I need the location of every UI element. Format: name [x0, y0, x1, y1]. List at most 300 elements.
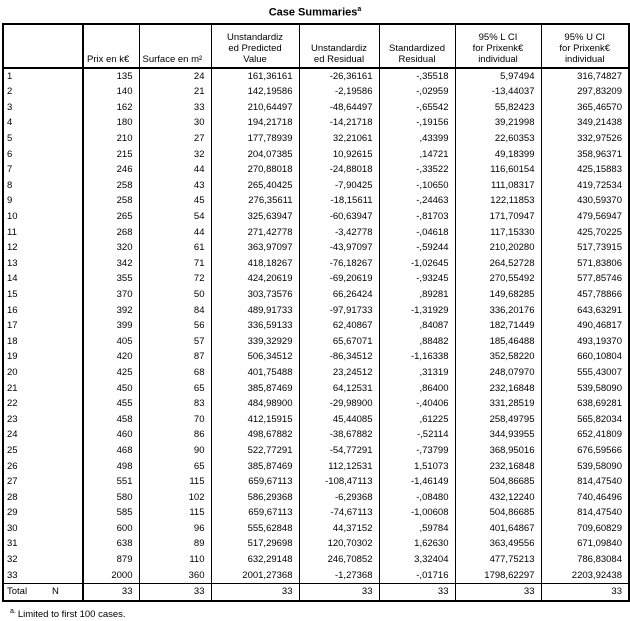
table-row: [3, 209, 629, 225]
value-cell: 21: [139, 84, 211, 100]
value-cell: 344,93955: [455, 427, 541, 443]
value-cell: -,81703: [379, 209, 455, 225]
row-label-cell: 30: [3, 521, 83, 537]
value-cell: -,10650: [379, 178, 455, 194]
value-cell: 457,78866: [541, 287, 629, 303]
value-cell: -,73799: [379, 443, 455, 459]
value-cell: 320: [83, 240, 139, 256]
value-cell: 303,73576: [211, 287, 299, 303]
value-cell: 30: [139, 115, 211, 131]
value-cell: 814,47540: [541, 474, 629, 490]
value-cell: 27: [139, 131, 211, 147]
value-cell: -7,90425: [299, 178, 379, 194]
column-header-line: Residual: [398, 53, 436, 65]
value-cell: 676,59566: [541, 443, 629, 459]
value-cell: 89: [139, 536, 211, 552]
value-cell: 162: [83, 100, 139, 116]
value-cell: -48,64497: [299, 100, 379, 116]
value-cell: 10,92615: [299, 147, 379, 163]
value-cell: 786,83084: [541, 552, 629, 568]
column-header-line: ed Predicted: [228, 42, 282, 54]
table-row: [3, 131, 629, 147]
value-cell: 363,49556: [455, 536, 541, 552]
row-label-cell: 18: [3, 334, 83, 350]
column-header: [83, 24, 139, 68]
row-label-cell: 17: [3, 318, 83, 334]
table-row: [3, 303, 629, 319]
table-row: [3, 100, 629, 116]
value-cell: 336,20176: [455, 303, 541, 319]
table-row: [3, 427, 629, 443]
column-header-line: Surface en m²: [142, 53, 203, 65]
total-value-cell: 33: [139, 584, 211, 601]
value-cell: 64,12531: [299, 381, 379, 397]
value-cell: 55,82423: [455, 100, 541, 116]
value-cell: 358,96371: [541, 147, 629, 163]
table-row: [3, 365, 629, 381]
total-value-cell: 33: [541, 584, 629, 601]
value-cell: 215: [83, 147, 139, 163]
value-cell: 490,46817: [541, 318, 629, 334]
row-label-cell: 27: [3, 474, 83, 490]
value-cell: 2000: [83, 568, 139, 584]
table-row: [3, 490, 629, 506]
value-cell: ,31319: [379, 365, 455, 381]
row-label-cell: 4: [3, 115, 83, 131]
value-cell: 401,75488: [211, 365, 299, 381]
table-row: [3, 505, 629, 521]
value-cell: ,61225: [379, 412, 455, 428]
column-header-line: individual: [564, 53, 605, 65]
value-cell: 498,67882: [211, 427, 299, 443]
value-cell: 45,44085: [299, 412, 379, 428]
value-cell: -26,36161: [299, 68, 379, 85]
value-cell: 342: [83, 256, 139, 272]
value-cell: 355: [83, 271, 139, 287]
value-cell: -,93245: [379, 271, 455, 287]
column-header-line: Value: [243, 53, 267, 65]
value-cell: 479,56947: [541, 209, 629, 225]
value-cell: 385,87469: [211, 381, 299, 397]
total-row: [3, 584, 629, 601]
value-cell: 3,32404: [379, 552, 455, 568]
value-cell: 44,37152: [299, 521, 379, 537]
row-label-cell: 5: [3, 131, 83, 147]
value-cell: 96: [139, 521, 211, 537]
value-cell: 585: [83, 505, 139, 521]
value-cell: 424,20619: [211, 271, 299, 287]
column-header-line: Unstandardiz: [311, 42, 367, 54]
value-cell: 632,29148: [211, 552, 299, 568]
value-cell: -,01716: [379, 568, 455, 584]
value-cell: 49,18399: [455, 147, 541, 163]
value-cell: 84: [139, 303, 211, 319]
value-cell: 425,15883: [541, 162, 629, 178]
value-cell: 258,49795: [455, 412, 541, 428]
value-cell: -69,20619: [299, 271, 379, 287]
row-label-cell: 24: [3, 427, 83, 443]
value-cell: 468: [83, 443, 139, 459]
value-cell: 87: [139, 349, 211, 365]
total-label: Total: [7, 586, 28, 598]
row-label-cell: 28: [3, 490, 83, 506]
value-cell: 5,97494: [455, 68, 541, 85]
value-cell: 455: [83, 396, 139, 412]
value-cell: -,04618: [379, 225, 455, 241]
value-cell: -,24463: [379, 193, 455, 209]
column-header-line: Prix en k€: [87, 53, 130, 65]
value-cell: 258: [83, 178, 139, 194]
table-row: [3, 84, 629, 100]
value-cell: -2,19586: [299, 84, 379, 100]
column-header-line: individual: [478, 53, 518, 65]
value-cell: 54: [139, 209, 211, 225]
footnote-text: Limited to first 100 cases.: [17, 609, 126, 620]
table-row: [3, 349, 629, 365]
value-cell: 458: [83, 412, 139, 428]
value-cell: 194,21718: [211, 115, 299, 131]
value-cell: 493,19370: [541, 334, 629, 350]
value-cell: 460: [83, 427, 139, 443]
value-cell: 182,71449: [455, 318, 541, 334]
value-cell: -1,00608: [379, 505, 455, 521]
column-header: [299, 24, 379, 68]
value-cell: 418,18267: [211, 256, 299, 272]
table-row: [3, 381, 629, 397]
value-cell: -6,29368: [299, 490, 379, 506]
value-cell: 339,32929: [211, 334, 299, 350]
total-value-cell: 33: [83, 584, 139, 601]
table-row: [3, 568, 629, 584]
header-row: [3, 24, 629, 68]
value-cell: -,40406: [379, 396, 455, 412]
value-cell: 210,64497: [211, 100, 299, 116]
table-row: [3, 521, 629, 537]
value-cell: 185,46488: [455, 334, 541, 350]
value-cell: 412,15915: [211, 412, 299, 428]
value-cell: 122,11853: [455, 193, 541, 209]
value-cell: 352,58220: [455, 349, 541, 365]
value-cell: 879: [83, 552, 139, 568]
column-header-line: for Prixenk€: [472, 42, 524, 54]
table-row: [3, 271, 629, 287]
row-label-cell: 23: [3, 412, 83, 428]
value-cell: 248,07970: [455, 365, 541, 381]
value-cell: 489,91733: [211, 303, 299, 319]
row-label-cell: 29: [3, 505, 83, 521]
row-label-cell: 1: [3, 68, 83, 85]
value-cell: 638,69281: [541, 396, 629, 412]
value-cell: 44: [139, 162, 211, 178]
value-cell: 116,60154: [455, 162, 541, 178]
value-cell: 72: [139, 271, 211, 287]
value-cell: 246: [83, 162, 139, 178]
value-cell: 370: [83, 287, 139, 303]
table-row: [3, 412, 629, 428]
value-cell: 50: [139, 287, 211, 303]
value-cell: 332,97526: [541, 131, 629, 147]
value-cell: 1798,62297: [455, 568, 541, 584]
value-cell: 71: [139, 256, 211, 272]
value-cell: -1,02645: [379, 256, 455, 272]
value-cell: 539,58090: [541, 381, 629, 397]
column-header-line: for Prixenk€: [559, 42, 611, 54]
value-cell: -76,18267: [299, 256, 379, 272]
value-cell: 580: [83, 490, 139, 506]
value-cell: 504,86685: [455, 505, 541, 521]
value-cell: 740,46496: [541, 490, 629, 506]
value-cell: 65: [139, 381, 211, 397]
value-cell: -,65542: [379, 100, 455, 116]
row-label-cell: 8: [3, 178, 83, 194]
table-row: [3, 474, 629, 490]
value-cell: 671,09840: [541, 536, 629, 552]
value-cell: -74,67113: [299, 505, 379, 521]
column-header-line: ed Residual: [313, 53, 365, 65]
value-cell: 450: [83, 381, 139, 397]
column-header-line: 95% U CI: [564, 31, 606, 43]
value-cell: 638: [83, 536, 139, 552]
value-cell: 709,60829: [541, 521, 629, 537]
column-header-line: Unstandardiz: [227, 31, 283, 43]
table-title: [0, 0, 630, 20]
table-row: [3, 147, 629, 163]
footnote-marker: a.: [10, 607, 16, 615]
value-cell: 555,43007: [541, 365, 629, 381]
table-row: [3, 193, 629, 209]
table-title-text: Case Summaries: [268, 6, 358, 19]
value-cell: -,08480: [379, 490, 455, 506]
value-cell: 270,55492: [455, 271, 541, 287]
value-cell: -38,67882: [299, 427, 379, 443]
value-cell: 232,16848: [455, 459, 541, 475]
value-cell: 551: [83, 474, 139, 490]
value-cell: 349,21438: [541, 115, 629, 131]
value-cell: 600: [83, 521, 139, 537]
table-row: [3, 334, 629, 350]
table-row: [3, 178, 629, 194]
value-cell: 652,41809: [541, 427, 629, 443]
row-label-cell: 21: [3, 381, 83, 397]
value-cell: 405: [83, 334, 139, 350]
value-cell: 70: [139, 412, 211, 428]
value-cell: 112,12531: [299, 459, 379, 475]
value-cell: 62,40867: [299, 318, 379, 334]
column-header: [541, 24, 629, 68]
value-cell: 22,60353: [455, 131, 541, 147]
value-cell: 115: [139, 505, 211, 521]
value-cell: 111,08317: [455, 178, 541, 194]
value-cell: 149,68285: [455, 287, 541, 303]
row-label-cell: 9: [3, 193, 83, 209]
value-cell: 66,26424: [299, 287, 379, 303]
total-value-cell: 33: [455, 584, 541, 601]
value-cell: 660,10804: [541, 349, 629, 365]
value-cell: 297,83209: [541, 84, 629, 100]
value-cell: 180: [83, 115, 139, 131]
value-cell: 365,46570: [541, 100, 629, 116]
value-cell: 68: [139, 365, 211, 381]
value-cell: 385,87469: [211, 459, 299, 475]
value-cell: 65: [139, 459, 211, 475]
table-row: [3, 256, 629, 272]
table-row: [3, 536, 629, 552]
value-cell: 115: [139, 474, 211, 490]
column-header: [379, 24, 455, 68]
row-label-cell: 26: [3, 459, 83, 475]
value-cell: 1,51073: [379, 459, 455, 475]
value-cell: -29,98900: [299, 396, 379, 412]
title-footnote-marker: a: [357, 6, 362, 13]
value-cell: ,84087: [379, 318, 455, 334]
value-cell: 270,88018: [211, 162, 299, 178]
value-cell: 498: [83, 459, 139, 475]
value-cell: 506,34512: [211, 349, 299, 365]
value-cell: 401,64867: [455, 521, 541, 537]
value-cell: -18,15611: [299, 193, 379, 209]
table-row: [3, 318, 629, 334]
value-cell: 522,77291: [211, 443, 299, 459]
value-cell: 368,95016: [455, 443, 541, 459]
table-row: [3, 240, 629, 256]
table-row: [3, 162, 629, 178]
row-label-cell: 19: [3, 349, 83, 365]
value-cell: -,33522: [379, 162, 455, 178]
total-row-label-cell: [3, 584, 83, 601]
value-cell: 23,24512: [299, 365, 379, 381]
value-cell: 210,20280: [455, 240, 541, 256]
value-cell: 276,35611: [211, 193, 299, 209]
value-cell: 32: [139, 147, 211, 163]
value-cell: -60,63947: [299, 209, 379, 225]
value-cell: 477,75213: [455, 552, 541, 568]
row-label-cell: 33: [3, 568, 83, 584]
value-cell: ,88482: [379, 334, 455, 350]
value-cell: -43,97097: [299, 240, 379, 256]
table-row: [3, 459, 629, 475]
value-cell: -,59244: [379, 240, 455, 256]
value-cell: 135: [83, 68, 139, 85]
value-cell: 117,15330: [455, 225, 541, 241]
value-cell: 86: [139, 427, 211, 443]
row-label-cell: 10: [3, 209, 83, 225]
value-cell: 232,16848: [455, 381, 541, 397]
value-cell: ,89281: [379, 287, 455, 303]
value-cell: -54,77291: [299, 443, 379, 459]
value-cell: 430,59370: [541, 193, 629, 209]
value-cell: 268: [83, 225, 139, 241]
value-cell: 24: [139, 68, 211, 85]
value-cell: 517,29698: [211, 536, 299, 552]
value-cell: 360: [139, 568, 211, 584]
column-header-line: 95% L CI: [478, 31, 518, 43]
value-cell: 61: [139, 240, 211, 256]
value-cell: -3,42778: [299, 225, 379, 241]
row-label-cell: 31: [3, 536, 83, 552]
value-cell: 2001,27368: [211, 568, 299, 584]
row-label-cell: 7: [3, 162, 83, 178]
value-cell: 643,63291: [541, 303, 629, 319]
row-label-cell: 14: [3, 271, 83, 287]
value-cell: 120,70302: [299, 536, 379, 552]
column-header-line: Standardized: [389, 42, 445, 54]
value-cell: -,52114: [379, 427, 455, 443]
row-label-cell: 16: [3, 303, 83, 319]
value-cell: 399: [83, 318, 139, 334]
value-cell: 39,21998: [455, 115, 541, 131]
value-cell: 65,67071: [299, 334, 379, 350]
value-cell: -1,27368: [299, 568, 379, 584]
value-cell: -1,16338: [379, 349, 455, 365]
table-row: [3, 396, 629, 412]
value-cell: 484,98900: [211, 396, 299, 412]
value-cell: 571,83806: [541, 256, 629, 272]
value-cell: 32,21061: [299, 131, 379, 147]
value-cell: 57: [139, 334, 211, 350]
value-cell: 258: [83, 193, 139, 209]
value-cell: 565,82034: [541, 412, 629, 428]
value-cell: 90: [139, 443, 211, 459]
table-row: [3, 225, 629, 241]
row-label-cell: 22: [3, 396, 83, 412]
value-cell: 83: [139, 396, 211, 412]
total-value-cell: 33: [379, 584, 455, 601]
value-cell: ,14721: [379, 147, 455, 163]
value-cell: 504,86685: [455, 474, 541, 490]
value-cell: 33: [139, 100, 211, 116]
table-row: [3, 287, 629, 303]
row-label-cell: 11: [3, 225, 83, 241]
value-cell: 577,85746: [541, 271, 629, 287]
value-cell: -24,88018: [299, 162, 379, 178]
value-cell: 177,78939: [211, 131, 299, 147]
value-cell: 264,52728: [455, 256, 541, 272]
value-cell: 425,70225: [541, 225, 629, 241]
total-stat-label: N: [52, 586, 59, 598]
stub-header: [3, 24, 83, 68]
row-label-cell: 13: [3, 256, 83, 272]
value-cell: -,35518: [379, 68, 455, 85]
value-cell: 271,42778: [211, 225, 299, 241]
value-cell: 517,73915: [541, 240, 629, 256]
value-cell: 204,07385: [211, 147, 299, 163]
value-cell: 44: [139, 225, 211, 241]
value-cell: 265: [83, 209, 139, 225]
value-cell: 586,29368: [211, 490, 299, 506]
value-cell: 161,36161: [211, 68, 299, 85]
row-label-cell: 15: [3, 287, 83, 303]
value-cell: 325,63947: [211, 209, 299, 225]
total-value-cell: 33: [211, 584, 299, 601]
value-cell: ,43399: [379, 131, 455, 147]
value-cell: 336,59133: [211, 318, 299, 334]
value-cell: 1,62630: [379, 536, 455, 552]
value-cell: 265,40425: [211, 178, 299, 194]
value-cell: 56: [139, 318, 211, 334]
table-row: [3, 443, 629, 459]
value-cell: -14,21718: [299, 115, 379, 131]
value-cell: 140: [83, 84, 139, 100]
value-cell: -86,34512: [299, 349, 379, 365]
value-cell: 432,12240: [455, 490, 541, 506]
row-label-cell: 6: [3, 147, 83, 163]
value-cell: 425: [83, 365, 139, 381]
row-label-cell: 12: [3, 240, 83, 256]
value-cell: 814,47540: [541, 505, 629, 521]
value-cell: 659,67113: [211, 474, 299, 490]
value-cell: 555,62848: [211, 521, 299, 537]
row-label-cell: 32: [3, 552, 83, 568]
